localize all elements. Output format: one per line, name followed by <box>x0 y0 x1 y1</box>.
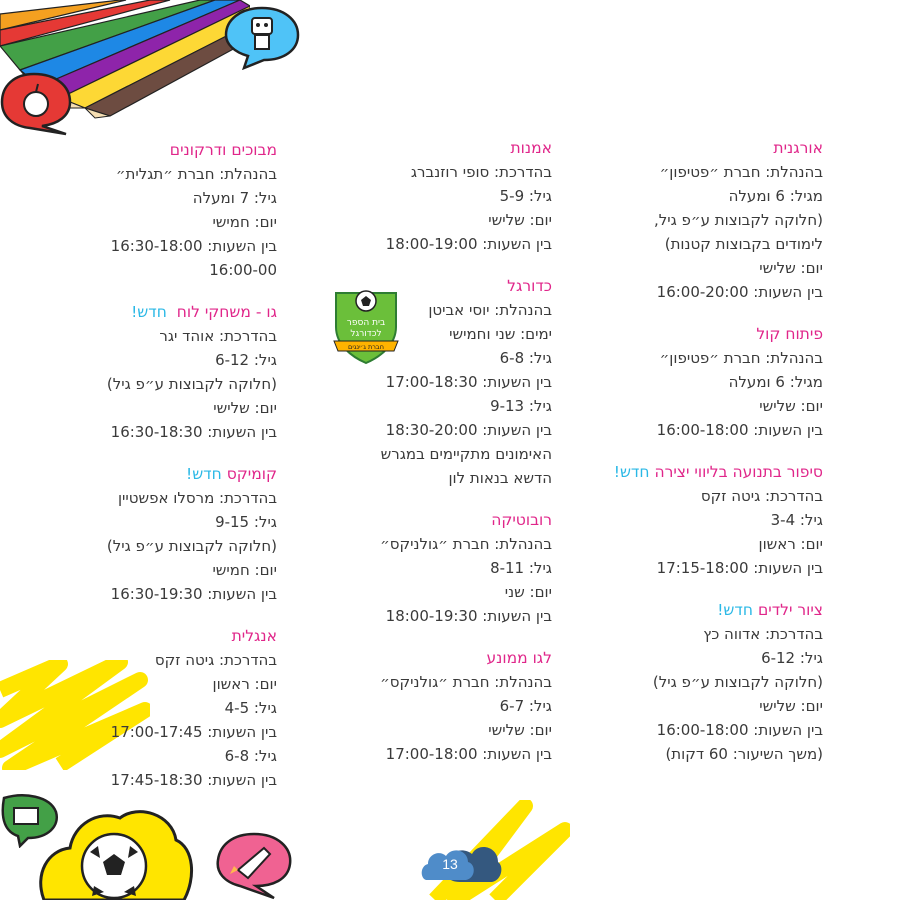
page-number: 13 <box>442 856 458 872</box>
activity-detail: גיל: 5-9 <box>499 187 552 205</box>
soccer-ball-cloud-icon <box>34 804 194 900</box>
activity-title: אנגלית <box>231 627 277 645</box>
activity-detail: בין השעות: 16:00-18:00 <box>656 721 823 739</box>
activity-detail: בין השעות: 16:30-18:00 <box>110 237 277 255</box>
activity-title-text: קומיקס <box>226 465 277 483</box>
activity-title <box>523 598 823 622</box>
activity-kids-drawing <box>523 598 823 766</box>
activity-detail: גיל: 6-12 <box>761 649 823 667</box>
activity-detail: הדשא בנאות לון <box>448 469 552 487</box>
activity-detail: בהדרכת: מרסלו אפשטיין <box>117 489 277 507</box>
activity-detail: גיל: 6-12 <box>215 351 277 369</box>
apple-bubble-icon <box>0 70 76 136</box>
activity-title-text: גו - משחקי לוח <box>176 303 277 321</box>
activity-detail: יום: ראשון <box>758 535 823 553</box>
activity-detail: בהנהלת: חברת ״גולניקס״ <box>380 673 552 691</box>
activity-detail: 16:00-00 <box>209 261 277 279</box>
activity-detail: ימים: שני וחמישי <box>449 325 552 343</box>
activity-detail: בהנהלת: חברת ״פטיפון״ <box>659 349 823 367</box>
activity-detail: (חלוקה לקבוצות ע״פ גיל, <box>653 211 823 229</box>
activity-title: רובוטיקה <box>491 511 552 529</box>
activity-detail: בין השעות: 18:00-19:30 <box>385 607 552 625</box>
activity-detail: לימודים בקבוצות קטנות) <box>664 235 823 253</box>
activity-detail: בין השעות: 17:00-17:45 <box>110 723 277 741</box>
activity-detail: גיל: 6-8 <box>224 747 277 765</box>
activity-detail: מגיל: 6 ומעלה <box>728 373 823 391</box>
activity-detail: בין השעות: 16:30-19:30 <box>110 585 277 603</box>
activity-english <box>7 624 277 792</box>
column-right <box>523 136 823 784</box>
activity-detail: בהנהלת: חברת ״תגלית״ <box>115 165 277 183</box>
activity-detail: גיל: 6-8 <box>499 349 552 367</box>
activity-go-board-games <box>7 300 277 444</box>
activity-detail: יום: ראשון <box>212 675 277 693</box>
logo-text-line1: בית הספר <box>346 318 386 328</box>
activity-detail: גיל: 9-15 <box>215 513 277 531</box>
activity-detail: בין השעות: 18:30-20:00 <box>385 421 552 439</box>
activity-detail: בהדרכת: גיטה זקס <box>700 487 823 505</box>
new-badge: חדש! <box>185 465 222 483</box>
activity-title <box>7 462 277 486</box>
activity-detail: גיל: 9-13 <box>490 397 552 415</box>
activity-detail: יום: שלישי <box>213 399 277 417</box>
activity-detail: בין השעות: 16:30-18:30 <box>110 423 277 441</box>
activity-detail: (משך השיעור: 60 דקות) <box>665 745 823 763</box>
rocket-bubble-icon <box>214 830 294 900</box>
activity-detail: בין השעות: 17:00-18:30 <box>385 373 552 391</box>
activity-detail: בהנהלת: יוסי אביטן <box>428 301 552 319</box>
activity-detail: בין השעות: 16:00-20:00 <box>656 283 823 301</box>
activity-detail: גיל: 7 ומעלה <box>192 189 277 207</box>
activity-dungeons-dragons <box>7 138 277 282</box>
activity-organit <box>523 136 823 304</box>
activity-detail: יום: חמישי <box>212 213 277 231</box>
activity-detail: גיל: 6-7 <box>499 697 552 715</box>
new-badge: חדש! <box>717 601 753 619</box>
activity-art <box>312 136 552 256</box>
activity-detail: (חלוקה לקבוצות ע״פ גיל) <box>652 673 823 691</box>
activity-football <box>312 274 552 490</box>
activity-detail: (חלוקה לקבוצות ע״פ גיל) <box>106 537 277 555</box>
activity-detail: בהנהלת: חברת ״פטיפון״ <box>659 163 823 181</box>
column-middle <box>312 136 552 784</box>
activity-detail: יום: שלישי <box>759 697 823 715</box>
activity-detail: בהנהלת: חברת ״גולניקס״ <box>380 535 552 553</box>
activity-detail: בין השעות: 16:00-18:00 <box>656 421 823 439</box>
activity-title: אורגנית <box>773 139 823 157</box>
activity-detail: בהדרכת: סופי רוזנברג <box>410 163 552 181</box>
activity-detail: יום: שלישי <box>759 259 823 277</box>
activity-title: פיתוח קול <box>756 325 823 343</box>
activity-voice <box>523 322 823 442</box>
activity-title: כדורגל <box>507 277 552 295</box>
activity-detail: גיל: 8-11 <box>490 559 552 577</box>
activity-story-movement <box>523 460 823 580</box>
activity-detail: יום: שלישי <box>488 211 552 229</box>
activity-detail: יום: חמישי <box>212 561 277 579</box>
activity-title <box>523 460 823 484</box>
activity-detail: יום: שני <box>504 583 552 601</box>
activity-detail: האימונים מתקיימים במגרש <box>380 445 552 463</box>
logo-ribbon-text: חברת ג׳ינגים <box>348 343 384 351</box>
logo-text-line2: לכדורגל <box>350 329 382 339</box>
activity-detail: בין השעות: 17:00-18:00 <box>385 745 552 763</box>
activity-title <box>7 300 277 324</box>
activity-detail: גיל: 4-5 <box>224 699 277 717</box>
activity-detail: בין השעות: 17:15-18:00 <box>656 559 823 577</box>
activity-detail: גיל: 3-4 <box>770 511 823 529</box>
new-badge: חדש! <box>131 303 167 321</box>
activity-detail: בין השעות: 17:45-18:30 <box>110 771 277 789</box>
activity-detail: בהדרכת: גיטה זקס <box>154 651 277 669</box>
activity-title: לגו ממונע <box>486 649 552 667</box>
column-left <box>7 138 277 810</box>
activity-title: אמנות <box>510 139 552 157</box>
robot-bubble-icon <box>222 4 302 70</box>
activity-comics <box>7 462 277 606</box>
activity-robotics <box>312 508 552 628</box>
activity-detail: בין השעות: 18:00-19:00 <box>385 235 552 253</box>
activity-detail: יום: שלישי <box>759 397 823 415</box>
new-badge: חדש! <box>613 463 650 481</box>
activity-detail: בהדרכת: אוהד יגר <box>159 327 277 345</box>
activity-detail: יום: שלישי <box>488 721 552 739</box>
activity-detail: בהדרכת: אדווה כץ <box>703 625 823 643</box>
activity-detail: (חלוקה לקבוצות ע״פ גיל) <box>106 375 277 393</box>
activity-title-text: ציור ילדים <box>757 601 823 619</box>
activity-title-text: סיפור בתנועה בליווי יצירה <box>654 463 823 481</box>
activity-detail: מגיל: 6 ומעלה <box>728 187 823 205</box>
activity-title: מבוכים ודרקונים <box>169 141 277 159</box>
activity-motorized-lego <box>312 646 552 766</box>
